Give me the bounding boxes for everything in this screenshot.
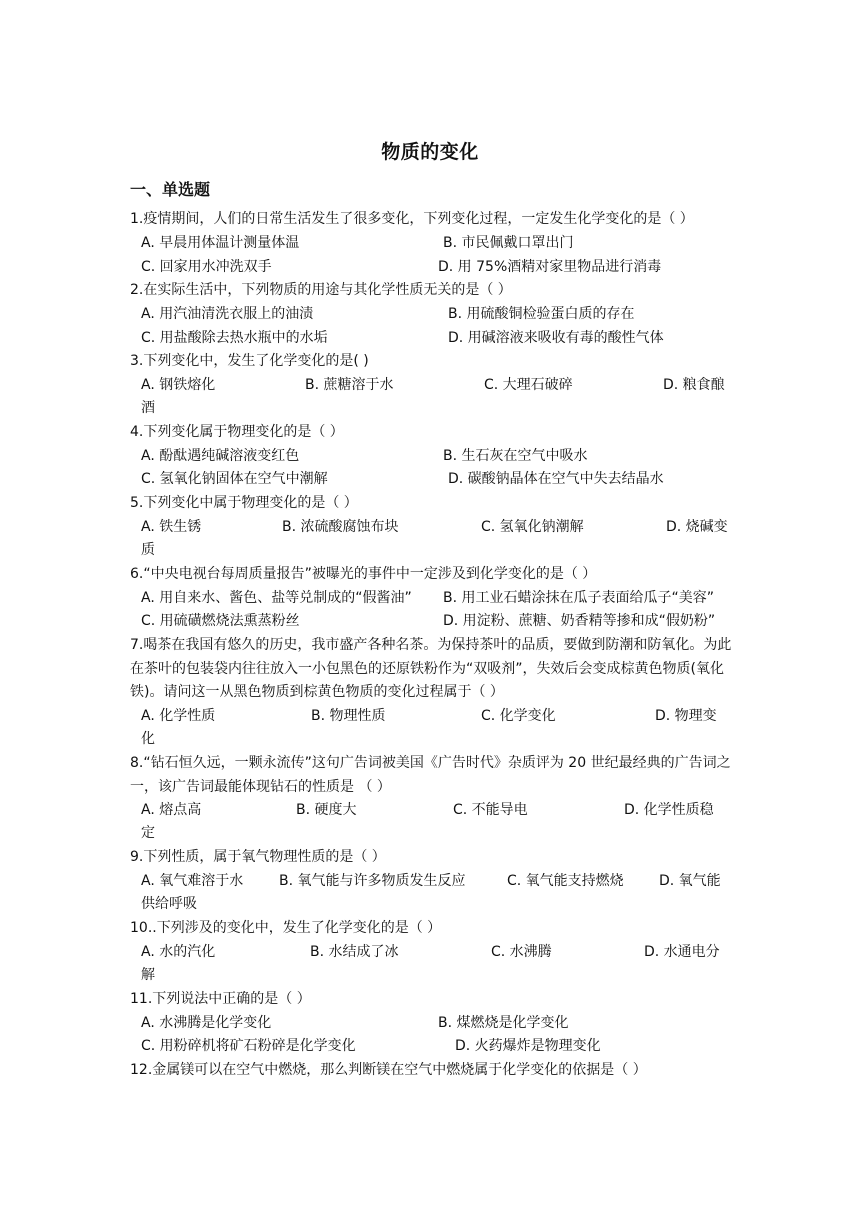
question-1-stem: 1.疫情期间，人们的日常生活发生了很多变化，下列变化过程，一定发生化学变化的是（ ） <box>130 211 694 227</box>
question-8-option-b: B. 硬度大 <box>296 802 357 818</box>
question-5-stem: 5.下列变化中属于物理变化的是（ ） <box>130 495 358 511</box>
question-4-option-a: A. 酚酞遇纯碱溶液变红色 <box>141 448 300 464</box>
question-7-option-a: A. 化学性质 <box>141 708 216 724</box>
question-3-option-d-continued: 酒 <box>141 400 155 416</box>
page-title: 物质的变化 <box>381 141 479 163</box>
question-8-option-d: D. 化学性质稳 <box>624 802 714 818</box>
question-4-option-c: C. 氢氧化钠固体在空气中潮解 <box>141 471 328 487</box>
question-3-option-b: B. 蔗糖溶于水 <box>305 377 394 393</box>
question-6-option-a: A. 用自来水、酱色、盐等兑制成的“假酱油” <box>141 590 412 606</box>
question-11-option-b: B. 煤燃烧是化学变化 <box>438 1015 569 1031</box>
question-4-option-b: B. 生石灰在空气中吸水 <box>443 448 588 464</box>
question-3-option-a: A. 钢铁熔化 <box>141 377 216 393</box>
question-4-option-d: D. 碳酸钠晶体在空气中失去结晶水 <box>448 471 664 487</box>
question-2-option-d: D. 用碱溶液来吸收有毒的酸性气体 <box>448 330 664 346</box>
question-8-option-c: C. 不能导电 <box>453 802 528 818</box>
question-12-stem: 12.金属镁可以在空气中燃烧，那么判断镁在空气中燃烧属于化学变化的依据是（ ） <box>130 1062 647 1078</box>
question-6-stem: 6.“中央电视台每周质量报告”被曝光的事件中一定涉及到化学变化的是（ ） <box>130 566 597 582</box>
question-11-option-c: C. 用粉碎机将矿石粉碎是化学变化 <box>141 1038 356 1054</box>
question-2-option-c: C. 用盐酸除去热水瓶中的水垢 <box>141 330 328 346</box>
question-2-stem: 2.在实际生活中，下列物质的用途与其化学性质无关的是（ ） <box>130 282 512 298</box>
question-9-option-b: B. 氧气能与许多物质发生反应 <box>279 873 466 889</box>
question-3-option-d: D. 粮食酿 <box>663 377 725 393</box>
question-7-stem: 7.喝茶在我国有悠久的历史，我市盛产各种名茶。为保持茶叶的品质，要做到防潮和防氧化。为此在茶叶的包装袋内往往放入一小包黑色的还原铁粉作为“双吸剂”，失效后会变成棕黄色物质(氧化铁)。请问这一从黑色物质到棕黄色物质的变化过程属于（ ） <box>130 637 732 700</box>
question-4-stem: 4.下列变化属于物理变化的是（ ） <box>130 424 344 440</box>
question-6-option-c: C. 用硫磺燃烧法熏蒸粉丝 <box>141 613 300 629</box>
question-2-option-a: A. 用汽油清洗衣服上的油渍 <box>141 306 314 322</box>
section-heading: 一、单选题 <box>130 180 211 199</box>
question-10-option-d-continued: 解 <box>141 967 155 983</box>
question-7-option-d: D. 物理变 <box>655 708 717 724</box>
question-7-option-c: C. 化学变化 <box>481 708 556 724</box>
question-10-option-b: B. 水结成了冰 <box>310 944 399 960</box>
question-1-option-d: D. 用 75%酒精对家里物品进行消毒 <box>438 259 662 275</box>
question-9-option-d-continued: 供给呼吸 <box>141 896 197 912</box>
question-2-option-b: B. 用硫酸铜检验蛋白质的存在 <box>448 306 635 322</box>
question-10-option-d: D. 水通电分 <box>644 944 720 960</box>
question-10-option-c: C. 水沸腾 <box>491 944 552 960</box>
question-10-option-a: A. 水的汽化 <box>141 944 216 960</box>
question-3-option-c: C. 大理石破碎 <box>484 377 573 393</box>
question-1-option-a: A. 早晨用体温计测量体温 <box>141 235 300 251</box>
question-7-option-b: B. 物理性质 <box>311 708 386 724</box>
question-11-option-d: D. 火药爆炸是物理变化 <box>455 1038 601 1054</box>
question-1-option-b: B. 市民佩戴口罩出门 <box>443 235 574 251</box>
question-5-option-b: B. 浓硫酸腐蚀布块 <box>282 519 399 535</box>
question-1-option-c: C. 回家用水冲洗双手 <box>141 259 272 275</box>
question-5-option-c: C. 氢氧化钠潮解 <box>481 519 584 535</box>
question-9-option-a: A. 氧气难溶于水 <box>141 873 244 889</box>
question-6-option-d: D. 用淀粉、蔗糖、奶香精等掺和成“假奶粉” <box>443 613 716 629</box>
question-5-option-d: D. 烧碱变 <box>666 519 728 535</box>
question-8-option-d-continued: 定 <box>141 825 155 841</box>
question-6-option-b: B. 用工业石蜡涂抹在瓜子表面给瓜子“美容” <box>443 590 715 606</box>
question-3-stem: 3.下列变化中，发生了化学变化的是( ) <box>130 353 369 369</box>
question-5-option-d-continued: 质 <box>141 542 155 558</box>
question-10-stem: 10..下列涉及的变化中，发生了化学变化的是（ ） <box>130 920 442 936</box>
question-11-stem: 11.下列说法中正确的是（ ） <box>130 991 311 1007</box>
question-9-option-c: C. 氧气能支持燃烧 <box>507 873 624 889</box>
question-5-option-a: A. 铁生锈 <box>141 519 202 535</box>
question-11-option-a: A. 水沸腾是化学变化 <box>141 1015 272 1031</box>
question-9-stem: 9.下列性质，属于氧气物理性质的是（ ） <box>130 849 386 865</box>
question-7-option-d-continued: 化 <box>141 731 155 747</box>
question-8-option-a: A. 熔点高 <box>141 802 202 818</box>
question-9-option-d: D. 氧气能 <box>659 873 721 889</box>
question-8-stem: 8.“钻石恒久远，一颗永流传”这句广告词被美国《广告时代》杂质评为 20 世纪最经典的广告词之一，该广告词最能体现钻石的性质是 （ ） <box>130 755 731 795</box>
